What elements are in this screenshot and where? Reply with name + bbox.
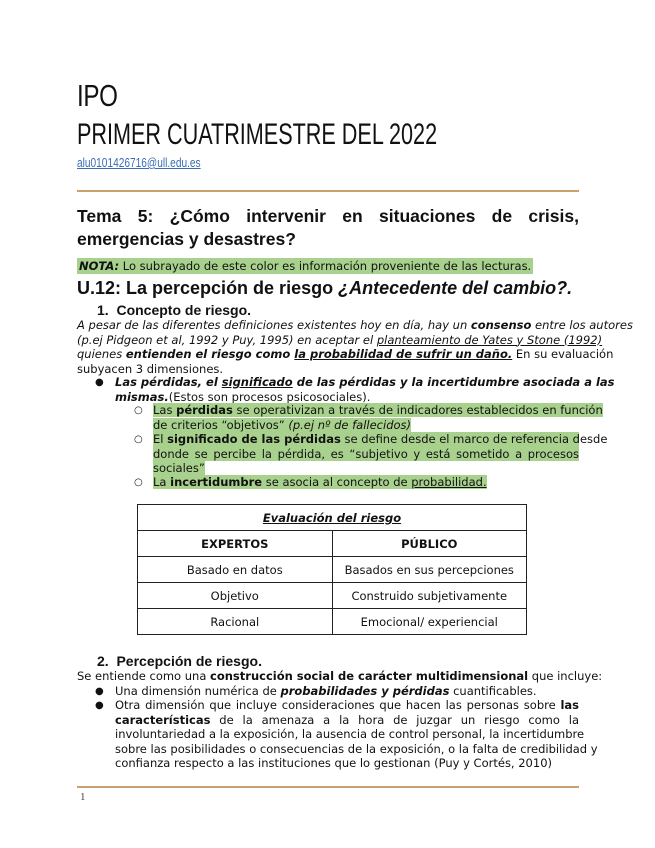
bullet-line: Una dimensión numérica de probabilidades y pérdidas cuantificables. <box>115 684 537 698</box>
subbullet-significado <box>153 432 608 476</box>
para-line: Se entiende como una construcción social de carácter multidimensional que incluye: <box>77 669 603 683</box>
bullet-line: involuntariedad a la exposición, la ausencia de control personal, la incertidumbre <box>115 727 585 741</box>
bullet-icon: ● <box>95 377 104 388</box>
note-label: NOTA: <box>79 259 120 273</box>
bottom-divider <box>77 786 579 788</box>
subbullet-incertidumbre <box>153 475 579 490</box>
section-2-number: 2. <box>97 653 109 669</box>
risk-evaluation-table <box>137 504 527 635</box>
table-row <box>138 583 527 609</box>
unit-title-italic: ¿Antecedente del cambio?. <box>338 278 573 298</box>
subbullet-line: Las pérdidas se operativizan a través de indicadores establecidos en función <box>153 403 603 417</box>
page-number: 1 <box>80 791 86 803</box>
document-title: IPO <box>77 78 118 113</box>
subbullet-perdidas <box>153 403 603 432</box>
bullet-line: Otra dimensión que incluye consideraciones que hacen las personas sobre las <box>115 698 579 712</box>
table-cell: Basados en sus percepciones <box>332 557 527 583</box>
topic-heading: Tema 5: ¿Cómo intervenir en situaciones de crisis, emergencias y desastres? <box>77 206 579 249</box>
section-1-title: Concepto de riesgo. <box>116 302 252 318</box>
para-line: quienes entienden el riesgo como la probabilidad de sufrir un daño. En su evaluación <box>77 347 614 361</box>
subbullet-line: El significado de las pérdidas se define desde el marco de referencia desde <box>153 432 608 446</box>
bullet-icon: ● <box>95 686 104 697</box>
email-link[interactable]: alu0101426716@ull.edu.es <box>77 155 201 170</box>
circle-bullet-icon: ○ <box>134 434 143 445</box>
paragraph-concept <box>77 318 633 376</box>
note-highlight <box>77 258 533 274</box>
para-line: A pesar de las diferentes definiciones existentes hoy en día, hay un consenso entre los autores <box>77 318 633 332</box>
subbullet-line: La incertidumbre se asocia al concepto de probabilidad. <box>153 475 487 489</box>
header-publico: PÚBLICO <box>332 531 527 557</box>
document-subtitle: PRIMER CUATRIMESTRE DEL 2022 <box>77 118 438 151</box>
circle-bullet-icon: ○ <box>134 477 143 488</box>
top-divider <box>77 190 579 192</box>
circle-bullet-icon: ○ <box>134 405 143 416</box>
section-1-heading <box>97 302 251 318</box>
table-cell: Construido subjetivamente <box>332 583 527 609</box>
table-cell: Basado en datos <box>138 557 333 583</box>
bullet-line: sobre las posibilidades o consecuencias de la exposición, o la falta de credibilidad y <box>115 741 598 756</box>
table-title-row <box>138 505 527 531</box>
subbullet-line: sociales” <box>153 461 205 475</box>
section-1-number: 1. <box>97 302 109 318</box>
table-header-row <box>138 531 527 557</box>
header-expertos: EXPERTOS <box>138 531 333 557</box>
table-title: Evaluación del riesgo <box>138 505 527 531</box>
table-row <box>138 557 527 583</box>
section-2-title: Percepción de riesgo. <box>116 653 262 669</box>
para-line: (p.ej Pidgeon et al, 1992 y Puy, 1995) en aceptar el planteamiento de Yates y Stone (1992) <box>77 332 603 347</box>
unit-heading <box>77 278 572 299</box>
subbullet-line: de criterios “objetivos” (p.ej nº de fallecidos) <box>153 417 412 432</box>
table-cell: Racional <box>138 609 333 635</box>
table-cell: Objetivo <box>138 583 333 609</box>
para-line: subyacen 3 dimensiones. <box>77 361 224 376</box>
bullet-line: confianza respecto a las instituciones que lo gestionan (Puy y Cortés, 2010) <box>115 756 552 770</box>
table-row <box>138 609 527 635</box>
subbullet-line: donde se percibe la pérdida, es “subjetivo y está sometido a procesos <box>153 446 579 461</box>
section-2-heading <box>97 653 262 669</box>
bullet-icon: ● <box>95 700 104 711</box>
bullet-line: mismas.(Estos son procesos psicosociales). <box>115 389 371 404</box>
bullet-other-dimension <box>115 698 598 771</box>
bullet-numeric <box>115 684 579 699</box>
table-cell: Emocional/ experiencial <box>332 609 527 635</box>
paragraph-perception <box>77 669 603 684</box>
bullet-losses <box>115 375 615 404</box>
note-text: Lo subrayado de este color es información proveniente de las lecturas. <box>119 259 532 273</box>
unit-title: U.12: La percepción de riesgo <box>77 278 339 298</box>
bullet-line: características de la amenaza a la hora de juzgar un riesgo como la <box>115 712 579 727</box>
bullet-line: Las pérdidas, el significado de las pérdidas y la incertidumbre asociada a las <box>115 375 615 389</box>
